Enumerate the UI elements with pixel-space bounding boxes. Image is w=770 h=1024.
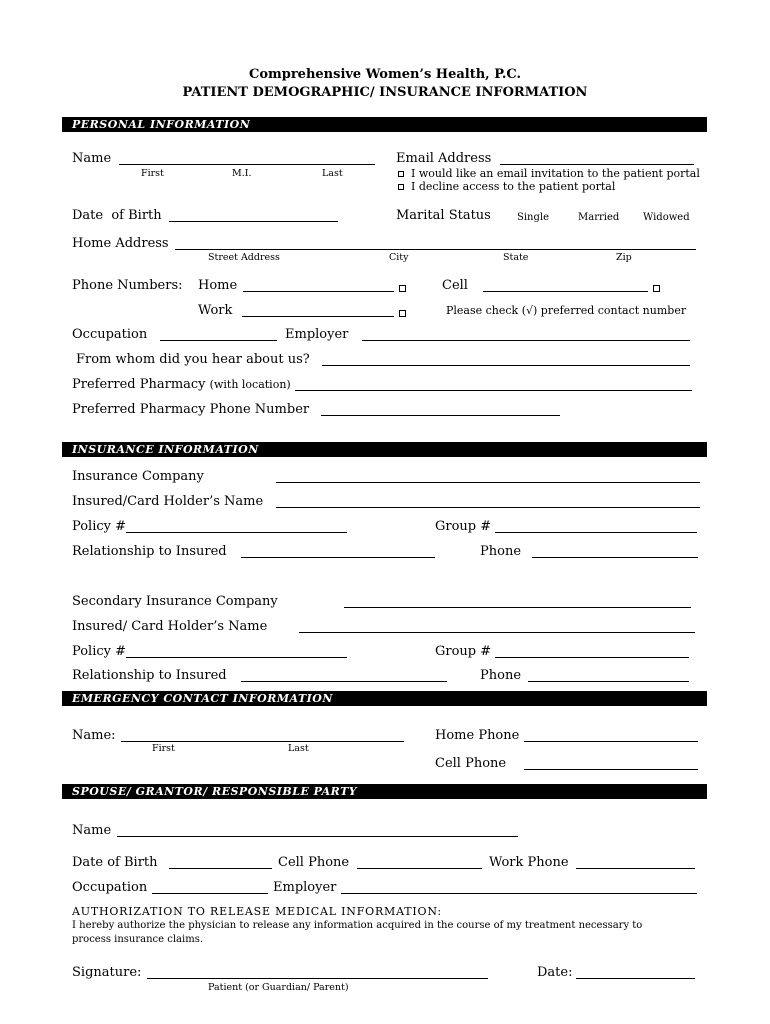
marital-option-widowed[interactable]: Widowed: [643, 212, 690, 223]
group-number-field[interactable]: [495, 519, 697, 533]
card-holder-label: Insured/Card Holder’s Name: [72, 494, 264, 509]
home-phone-group: [198, 278, 406, 294]
phone-numbers-label: Phone Numbers:: [72, 278, 183, 293]
cell-phone-preferred-checkbox[interactable]: [653, 285, 660, 292]
work-phone-field[interactable]: [242, 303, 394, 317]
group-number-label: Group #: [435, 519, 492, 534]
section-title-responsible-party: SPOUSE/ GRANTOR/ RESPONSIBLE PARTY: [72, 785, 358, 798]
portal-decline-option[interactable]: [398, 180, 615, 193]
card-holder-field[interactable]: [276, 507, 700, 508]
secondary-phone-group: [480, 668, 689, 684]
pharmacy-phone-field[interactable]: [321, 402, 560, 416]
secondary-policy-field[interactable]: [126, 644, 347, 658]
home-phone-label: Home: [198, 278, 238, 293]
email-group: [396, 151, 694, 167]
secondary-policy-group: [72, 644, 347, 660]
secondary-group-number-field[interactable]: [495, 644, 689, 658]
emergency-last-name-hint: Last: [288, 743, 309, 754]
city-hint: City: [389, 252, 409, 263]
work-phone-label: Work: [198, 303, 233, 318]
section-bar-responsible-party: [62, 784, 707, 799]
home-address-field[interactable]: [175, 236, 696, 250]
email-label: Email Address: [396, 151, 492, 166]
referral-field[interactable]: [322, 352, 690, 366]
rp-occupation-label: Occupation: [72, 880, 148, 895]
pharmacy-location-note: (with location): [209, 378, 291, 391]
portal-decline-label: I decline access to the patient portal: [411, 180, 616, 193]
occupation-label: Occupation: [72, 327, 148, 342]
dob-field[interactable]: [169, 208, 338, 222]
employer-field[interactable]: [362, 327, 690, 341]
secondary-card-holder-label: Insured/ Card Holder’s Name: [72, 619, 268, 634]
secondary-phone-label: Phone: [480, 668, 522, 683]
secondary-group-number-group: [435, 644, 689, 660]
policy-label: Policy #: [72, 519, 127, 534]
section-bar-insurance: [62, 442, 707, 457]
home-address-label: Home Address: [72, 236, 169, 251]
emergency-home-phone-field[interactable]: [524, 728, 698, 742]
secondary-phone-field[interactable]: [528, 668, 689, 682]
insurance-company-field[interactable]: [276, 482, 700, 483]
relationship-label: Relationship to Insured: [72, 544, 227, 559]
group-number-group: [435, 519, 697, 535]
referral-group: [76, 352, 690, 368]
portal-invite-label: I would like an email invitation to the patient portal: [411, 167, 700, 180]
rp-dob-field[interactable]: [169, 855, 272, 869]
patient-name-label: Name: [72, 151, 112, 166]
portal-invite-checkbox[interactable]: [398, 171, 404, 177]
dob-group: [72, 208, 338, 224]
authorization-text-line-2: process insurance claims.: [72, 934, 204, 945]
rp-dob-group: [72, 855, 272, 871]
section-title-emergency: EMERGENCY CONTACT INFORMATION: [72, 692, 333, 705]
pharmacy-phone-label: Preferred Pharmacy Phone Number: [72, 402, 310, 417]
rp-cell-phone-field[interactable]: [357, 855, 482, 869]
home-phone-preferred-checkbox[interactable]: [399, 285, 406, 292]
signature-label: Signature:: [72, 965, 142, 980]
secondary-insurance-company-label: Secondary Insurance Company: [72, 594, 278, 609]
work-phone-preferred-checkbox[interactable]: [399, 310, 406, 317]
signature-date-group: [537, 965, 695, 981]
referral-label: From whom did you hear about us?: [76, 352, 310, 367]
cell-phone-group: [442, 278, 660, 294]
rp-work-phone-label: Work Phone: [489, 855, 569, 870]
authorization-text-line-1: I hereby authorize the physician to release any information acquired in the course of my treatment necessary to: [72, 920, 643, 931]
pharmacy-label: [72, 377, 291, 393]
pharmacy-label-text: Preferred Pharmacy: [72, 377, 206, 392]
rp-occupation-group: [72, 880, 268, 896]
emergency-home-phone-group: [435, 728, 698, 744]
middle-initial-hint: M.I.: [232, 168, 252, 179]
cell-phone-label: Cell: [442, 278, 468, 293]
emergency-name-label: Name:: [72, 728, 116, 743]
authorization-heading: AUTHORIZATION TO RELEASE MEDICAL INFORMATION:: [72, 905, 442, 918]
rp-work-phone-field[interactable]: [576, 855, 695, 869]
dob-label: Date of Birth: [72, 208, 162, 223]
employer-group: [285, 327, 690, 343]
rp-dob-label: Date of Birth: [72, 855, 158, 870]
signature-field[interactable]: [147, 965, 488, 979]
section-title-insurance: INSURANCE INFORMATION: [72, 443, 259, 456]
patient-name-field[interactable]: [119, 151, 375, 165]
rp-occupation-field[interactable]: [152, 880, 268, 894]
rp-cell-phone-label: Cell Phone: [278, 855, 350, 870]
portal-invite-option[interactable]: [398, 167, 700, 180]
last-name-hint: Last: [322, 168, 343, 179]
rp-cell-phone-group: [278, 855, 482, 871]
rp-employer-field[interactable]: [341, 880, 697, 894]
section-title-personal: PERSONAL INFORMATION: [72, 118, 251, 131]
marital-option-single[interactable]: Single: [517, 212, 550, 223]
cell-phone-field[interactable]: [483, 278, 648, 292]
state-hint: State: [503, 252, 529, 263]
street-address-hint: Street Address: [208, 252, 280, 263]
first-name-hint: First: [141, 168, 164, 179]
secondary-group-number-label: Group #: [435, 644, 492, 659]
marital-status-label: Marital Status: [396, 208, 491, 223]
section-bar-emergency: [62, 691, 707, 706]
signature-date-label: Date:: [537, 965, 573, 980]
policy-field[interactable]: [126, 519, 347, 533]
employer-label: Employer: [285, 327, 349, 342]
rp-employer-group: [273, 880, 697, 896]
relationship-field[interactable]: [241, 544, 435, 558]
form-title: PATIENT DEMOGRAPHIC/ INSURANCE INFORMATION: [182, 85, 588, 100]
marital-option-married[interactable]: Married: [578, 212, 620, 223]
pharmacy-group: [72, 377, 692, 393]
secondary-card-holder-field[interactable]: [299, 632, 695, 633]
insurance-company-label: Insurance Company: [72, 469, 204, 484]
emergency-cell-phone-group: [435, 756, 698, 772]
pharmacy-field[interactable]: [295, 377, 692, 391]
rp-work-phone-group: [489, 855, 695, 871]
portal-decline-checkbox[interactable]: [398, 184, 404, 190]
signature-date-field[interactable]: [576, 965, 695, 979]
rp-name-label: Name: [72, 823, 112, 838]
home-address-group: [72, 236, 696, 252]
emergency-name-group: [72, 728, 404, 744]
rp-employer-label: Employer: [273, 880, 337, 895]
signature-hint: Patient (or Guardian/ Parent): [208, 982, 349, 993]
insurance-phone-label: Phone: [480, 544, 522, 559]
zip-hint: Zip: [616, 252, 632, 263]
rp-name-group: [72, 823, 518, 839]
rp-name-field[interactable]: [117, 823, 518, 837]
work-phone-group: [198, 303, 406, 319]
insurance-phone-group: [480, 544, 698, 560]
emergency-home-phone-label: Home Phone: [435, 728, 520, 743]
relationship-group: [72, 544, 435, 560]
secondary-policy-label: Policy #: [72, 644, 127, 659]
patient-name-group: [72, 151, 375, 167]
insurance-phone-field[interactable]: [532, 544, 698, 558]
pharmacy-phone-group: [72, 402, 560, 418]
emergency-name-field[interactable]: [121, 728, 404, 742]
secondary-relationship-label: Relationship to Insured: [72, 668, 227, 683]
section-bar-personal: [62, 117, 707, 132]
home-phone-field[interactable]: [243, 278, 394, 292]
org-name: Comprehensive Women’s Health, P.C.: [248, 67, 522, 82]
secondary-relationship-field[interactable]: [241, 668, 447, 682]
occupation-group: [72, 327, 277, 343]
occupation-field[interactable]: [160, 327, 277, 341]
emergency-cell-phone-label: Cell Phone: [435, 756, 507, 771]
preferred-contact-note: Please check (√) preferred contact number: [446, 304, 687, 317]
email-field[interactable]: [500, 151, 694, 165]
signature-group: [72, 965, 488, 981]
policy-group: [72, 519, 347, 535]
emergency-first-name-hint: First: [152, 743, 175, 754]
secondary-relationship-group: [72, 668, 447, 684]
secondary-insurance-company-field[interactable]: [344, 607, 691, 608]
emergency-cell-phone-field[interactable]: [524, 756, 698, 770]
